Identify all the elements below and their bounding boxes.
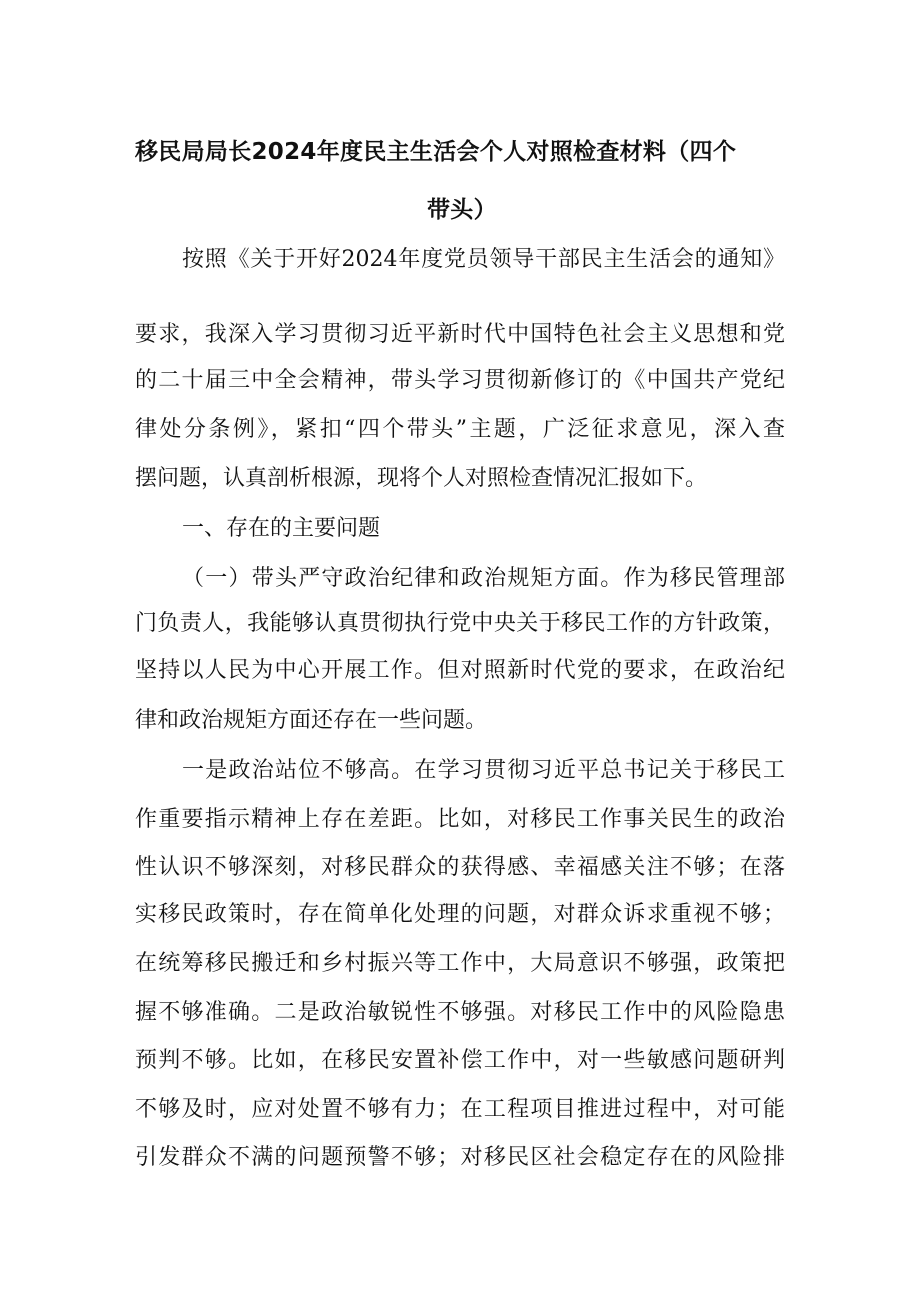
paragraph-line: 不够及时，应对处置不够有力；在工程项目推进过程中，对可能 bbox=[135, 1097, 785, 1122]
paragraph-line: 律处分条例》，紧扣“四个带头”主题，广泛征求意见，深入查 bbox=[135, 417, 785, 442]
paragraph-line: 一是政治站位不够高。在学习贯彻习近平总书记关于移民工 bbox=[182, 758, 785, 783]
paragraph-line: 在统筹移民搬迁和乡村振兴等工作中，大局意识不够强，政策把 bbox=[135, 951, 785, 976]
paragraph-line: 预判不够。比如，在移民安置补偿工作中，对一些敏感问题研判 bbox=[135, 1048, 785, 1073]
section-heading: 一、存在的主要问题 bbox=[182, 516, 381, 541]
paragraph-line: 摆问题，认真剖析根源，现将个人对照检查情况汇报如下。 bbox=[135, 466, 708, 491]
paragraph-line: 坚持以人民为中心开展工作。但对照新时代党的要求，在政治纪 bbox=[135, 658, 785, 683]
paragraph-line: 的二十届三中全会精神，带头学习贯彻新修订的《中国共产党纪 bbox=[135, 368, 785, 393]
paragraph-line: 性认识不够深刻，对移民群众的获得感、幸福感关注不够；在落 bbox=[135, 855, 785, 880]
paragraph-line: （一）带头严守政治纪律和政治规矩方面。作为移民管理部 bbox=[182, 566, 785, 591]
document-title-line-1: 移民局局长2024年度民主生活会个人对照检查材料（四个 bbox=[135, 139, 737, 165]
paragraph-line: 引发群众不满的问题预警不够；对移民区社会稳定存在的风险排 bbox=[135, 1145, 785, 1170]
document-title-line-2: 带头） bbox=[427, 197, 497, 223]
paragraph-line: 实移民政策时，存在简单化处理的问题，对群众诉求重视不够； bbox=[135, 902, 785, 927]
paragraph-line: 按照《关于开好2024年度党员领导干部民主生活会的通知》 bbox=[182, 247, 785, 272]
paragraph-line: 作重要指示精神上存在差距。比如，对移民工作事关民生的政治 bbox=[135, 807, 785, 832]
paragraph-line: 握不够准确。二是政治敏锐性不够强。对移民工作中的风险隐患 bbox=[135, 1000, 785, 1025]
paragraph-line: 要求，我深入学习贯彻习近平新时代中国特色社会主义思想和党 bbox=[135, 322, 785, 347]
paragraph-line: 门负责人，我能够认真贯彻执行党中央关于移民工作的方针政策， bbox=[135, 611, 785, 636]
paragraph-line: 律和政治规矩方面还存在一些问题。 bbox=[135, 708, 488, 733]
